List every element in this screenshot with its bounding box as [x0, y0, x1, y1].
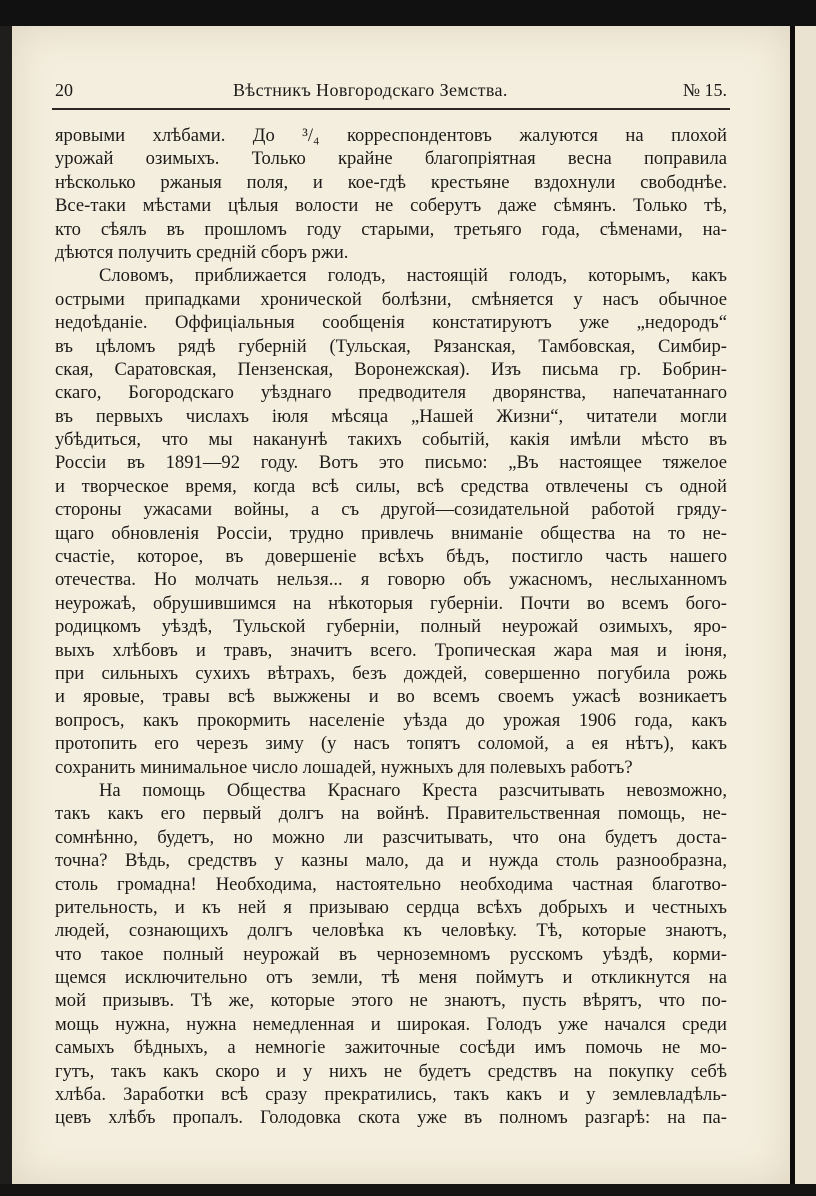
- text-line: что такое полный неурожай въ черноземномъ русскомъ уѣздѣ, корми-: [55, 943, 727, 965]
- journal-title: Вѣстникъ Новгородскаго Земства.: [233, 80, 508, 100]
- text-line: и творческое время, когда всѣ силы, всѣ средства отвлечены съ одной: [55, 475, 727, 497]
- text-line: неурожаѣ, обрушившимся на нѣкоторыя губерніи. Почти во всемъ бого-: [55, 592, 727, 614]
- text-line: столь громадна! Необходима, настоятельно необходима частная благотво-: [55, 873, 727, 895]
- text-line: родицкомъ уѣздѣ, Тульской губерніи, полный неурожай озимыхъ, яро-: [55, 616, 727, 638]
- text-line: щемся исключительно отъ земли, тѣ меня поймутъ и откликнутся на: [55, 967, 727, 989]
- text-line: стороны ужасами войны, а съ другой—созидательной работой гряду-: [55, 499, 727, 521]
- text-line: убѣдиться, что мы наканунѣ такихъ событій, какія имѣли мѣсто въ: [55, 429, 727, 451]
- text-line: щаго обновленія Россіи, трудно привлечь вниманіе общества на то не-: [55, 522, 727, 544]
- text-line: вопросъ, какъ прокормить населеніе уѣзда до урожая 1906 года, какъ: [55, 709, 727, 731]
- text-line: Словомъ, приближается голодъ, настоящій голодъ, которымъ, какъ: [99, 265, 727, 287]
- text-line: такъ какъ его первый долгъ на войнѣ. Правительственная помощь, не-: [55, 803, 727, 825]
- text-line: ская, Саратовская, Пензенская, Воронежская). Изъ письма гр. Бобрин-: [55, 358, 727, 380]
- text-line: самыхъ бѣдныхъ, а немногіе зажиточные сосѣди имъ помочь не мо-: [55, 1037, 727, 1059]
- page-number: 20: [55, 80, 73, 100]
- text-line: яровыми хлѣбами. До ³/₄ корреспондентовъ жалуются на плохой: [55, 125, 727, 146]
- scan-top-border: [0, 0, 816, 26]
- text-line: мой призывъ. Тѣ же, которые этого не знаютъ, пусть вѣрятъ, что по-: [55, 990, 727, 1012]
- article-body: [55, 124, 727, 1130]
- text-line: дѣются получить средній сборъ ржи.: [55, 241, 349, 263]
- text-line: скаго, Богородскаго уѣзднаго предводителя дворянства, напечатаннаго: [55, 382, 727, 404]
- text-line: мощь нужна, нужна немедленная и широкая. Голодъ уже начался среди: [55, 1013, 727, 1035]
- text-line: хлѣба. Заработки всѣ сразу прекратились, такъ какъ и у землевладѣль-: [55, 1084, 727, 1106]
- header-rule: [52, 108, 730, 110]
- text-line: отечества. Но молчать нельзя... я говорю объ ужасномъ, неслыханномъ: [55, 569, 727, 591]
- text-line: острыми припадками хронической болѣзни, смѣняется у насъ обычное: [55, 288, 727, 310]
- issue-number: № 15.: [682, 80, 727, 100]
- text-line: гутъ, такъ какъ скоро и у нихъ не будетъ средствъ на покупку себѣ: [55, 1060, 727, 1082]
- text-line: нѣсколько ржаныя поля, и кое-гдѣ крестьяне вздохнули свободнѣе.: [55, 171, 727, 193]
- text-line: протопить его черезъ зиму (у насъ топятъ соломой, а ея нѣтъ), какъ: [55, 733, 727, 755]
- text-line: цевъ хлѣбъ пропалъ. Голодовка скота уже въ полномъ разгарѣ: на па-: [55, 1107, 727, 1129]
- text-line: выхъ хлѣбовъ и травъ, значитъ всего. Тропическая жара мая и іюня,: [55, 639, 727, 661]
- text-line: сомнѣнно, будетъ, но можно ли разсчитывать, что она будетъ доста-: [55, 826, 727, 848]
- next-page-edge: [795, 26, 816, 1184]
- text-line: и яровые, травы всѣ выжжены и во всемъ своемъ ужасѣ возникаетъ: [55, 686, 727, 708]
- text-line: урожай озимыхъ. Только крайне благопріятная весна поправила: [55, 148, 727, 170]
- text-line: недоѣданіе. Оффиціальныя сообщенія констатируютъ уже „недородъ“: [55, 312, 727, 334]
- text-line: людей, сознающихъ долгъ человѣка къ человѣку. Тѣ, которые знаютъ,: [55, 920, 727, 942]
- text-line: Россіи въ 1891—92 году. Вотъ это письмо: „Въ настоящее тяжелое: [55, 452, 727, 474]
- text-line: при сильныхъ сухихъ вѣтрахъ, безъ дождей, совершенно погубила рожь: [55, 662, 727, 684]
- text-line: кто сѣялъ въ прошломъ году старыми, третьяго года, сѣменами, на-: [55, 218, 727, 240]
- text-line: На помощь Общества Краснаго Креста разсчитывать невозможно,: [99, 779, 727, 801]
- text-line: въ первыхъ числахъ іюля мѣсяца „Нашей Жизни“, читатели могли: [55, 405, 727, 427]
- running-header: [55, 78, 727, 104]
- text-line: въ цѣломъ рядѣ губерній (Тульская, Рязанская, Тамбовская, Симбир-: [55, 335, 727, 357]
- scan-bottom-border: [0, 1184, 816, 1196]
- text-line: Все-таки мѣстами цѣлыя волости не соберутъ даже сѣмянъ. Только тѣ,: [55, 195, 727, 217]
- text-line: рительность, и къ ней я призываю сердца всѣхъ добрыхъ и честныхъ: [55, 896, 727, 918]
- text-line: счастіе, которое, въ довершеніе всѣхъ бѣдъ, постигло часть нашего: [55, 546, 727, 568]
- text-line: сохранить минимальное число лошадей, нужныхъ для полевыхъ работъ?: [55, 756, 633, 778]
- text-line: точна? Вѣдь, средствъ у казны мало, да и нужда столь разнообразна,: [55, 850, 727, 872]
